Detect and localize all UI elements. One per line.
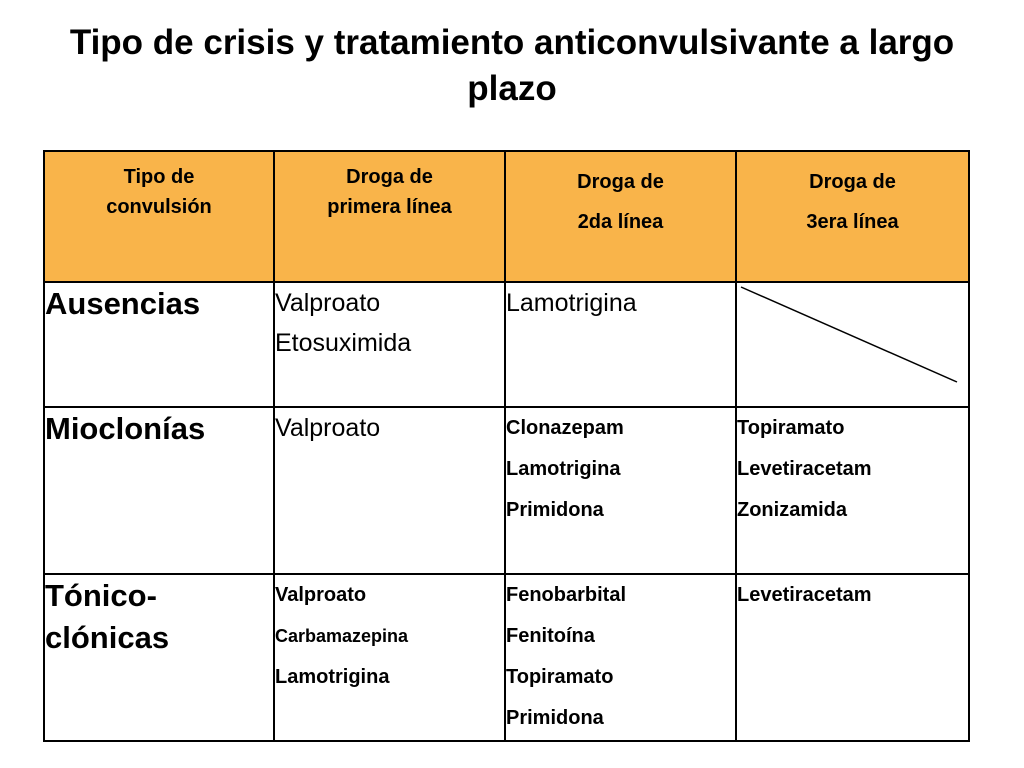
- header-seizure-type-line2: convulsión: [106, 196, 212, 218]
- header-first-line-line2: primera línea: [327, 196, 452, 218]
- row-type-cell: [44, 574, 274, 741]
- row-type-label: Mioclonías: [45, 411, 206, 446]
- first-line-cell: [274, 574, 505, 741]
- second-line-cell: [505, 407, 736, 574]
- first-line-cell: [274, 282, 505, 407]
- header-first-line: [274, 151, 505, 282]
- drug-item: Lamotrigina: [506, 458, 621, 480]
- third-line-cell: [736, 574, 969, 741]
- page-title: Tipo de crisis y tratamiento anticonvulsivante a largo plazo: [69, 23, 955, 108]
- drug-item: Levetiracetam: [737, 584, 872, 606]
- drug-item: Fenitoína: [506, 625, 595, 647]
- header-third-line-line1: Droga de: [809, 171, 896, 193]
- table-row-ausencias: [44, 282, 969, 407]
- diagonal-strike-line: [737, 283, 966, 404]
- header-first-line-line1: Droga de: [346, 166, 433, 188]
- drug-item: Levetiracetam: [737, 458, 872, 480]
- drug-item: Zonizamida: [737, 499, 848, 521]
- drug-item: Valproato: [275, 414, 381, 442]
- table-row-mioclonias: [44, 407, 969, 574]
- row-type-label-line2: clónicas: [45, 620, 170, 655]
- drug-item: Fenobarbital: [506, 584, 627, 606]
- drug-item: Primidona: [506, 499, 604, 521]
- header-seizure-type: [44, 151, 274, 282]
- treatment-table: [43, 150, 970, 742]
- header-second-line-line1: Droga de: [577, 171, 664, 193]
- drug-item: Topiramato: [506, 666, 614, 688]
- table-row-tonico-clonicas: [44, 574, 969, 741]
- header-row: [44, 151, 969, 282]
- row-type-label: Ausencias: [45, 286, 201, 321]
- header-third-line: [736, 151, 969, 282]
- second-line-cell: [505, 574, 736, 741]
- third-line-cell: [736, 407, 969, 574]
- header-second-line-line2: 2da línea: [577, 211, 664, 233]
- row-type-cell: [44, 407, 274, 574]
- first-line-cell: [274, 407, 505, 574]
- row-type-label-line1: Tónico-: [45, 578, 157, 613]
- third-line-cell-empty: [736, 282, 969, 407]
- drug-item: Topiramato: [737, 417, 845, 439]
- drug-item: Valproato: [275, 289, 381, 317]
- drug-item: Etosuximida: [275, 329, 412, 357]
- header-third-line-line2: 3era línea: [806, 211, 899, 233]
- row-type-cell: [44, 282, 274, 407]
- drug-item: Valproato: [275, 584, 367, 606]
- drug-item: Lamotrigina: [275, 666, 390, 688]
- drug-item: Lamotrigina: [506, 289, 637, 317]
- drug-item: Primidona: [506, 707, 604, 729]
- header-second-line: [505, 151, 736, 282]
- second-line-cell: [505, 282, 736, 407]
- header-seizure-type-line1: Tipo de: [123, 166, 195, 188]
- drug-item: Clonazepam: [506, 417, 624, 439]
- drug-item: Carbamazepina: [275, 626, 409, 646]
